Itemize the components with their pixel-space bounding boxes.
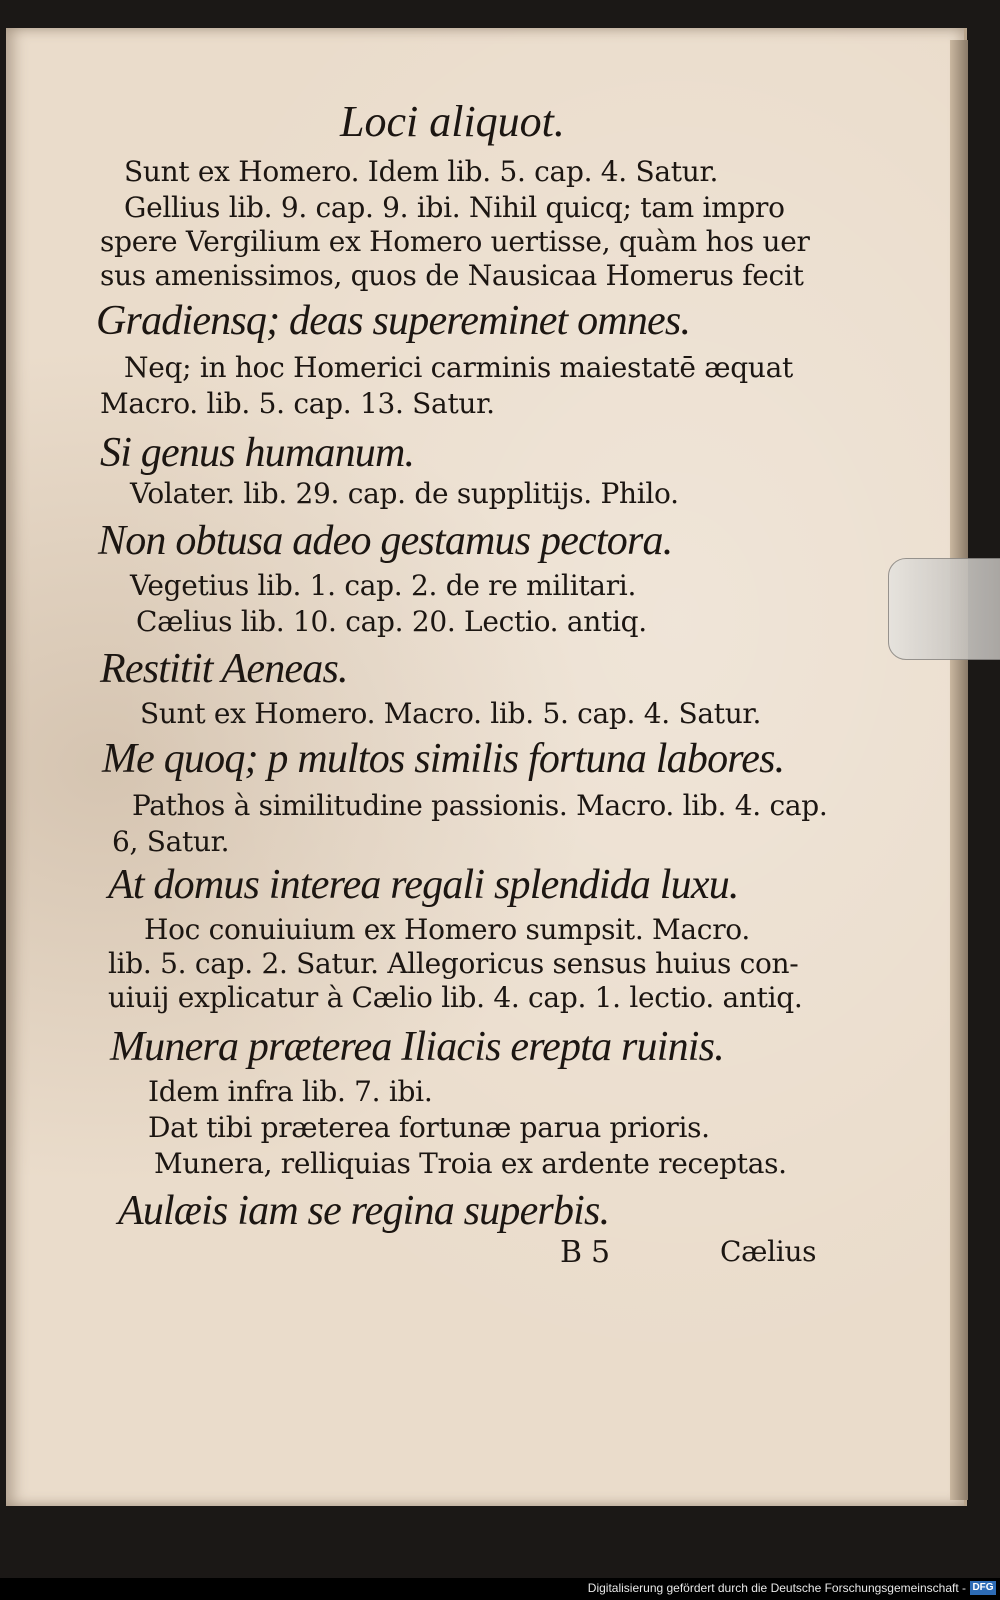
verse-line: Me quoq; p multos similis fortuna labores. <box>102 736 785 782</box>
verse-line: Restitit Aeneas. <box>100 646 348 692</box>
text-line: Munera, relliquias Troia ex ardente receptas. <box>154 1147 787 1180</box>
verse-line: Non obtusa adeo gestamus pectora. <box>98 518 673 564</box>
text-line: sus amenissimos, quos de Nausicaa Homerus fecit <box>100 259 804 292</box>
text-line: Sunt ex Homero. Macro. lib. 5. cap. 4. Satur. <box>140 697 762 730</box>
text-line: uiuij explicatur à Cælio lib. 4. cap. 1. lectio. antiq. <box>108 981 803 1014</box>
text-line: Pathos à similitudine passionis. Macro. lib. 4. cap. <box>132 789 828 822</box>
text-line: lib. 5. cap. 2. Satur. Allegoricus sensus huius con- <box>108 947 799 980</box>
page-tab-marker <box>888 558 1000 660</box>
text-line: Gellius lib. 9. cap. 9. ibi. Nihil quicq; tam impro <box>124 191 785 224</box>
text-line: Cælius lib. 10. cap. 20. Lectio. antiq. <box>136 605 647 638</box>
catchword: Cælius <box>720 1235 817 1268</box>
text-line: Hoc conuiuium ex Homero sumpsit. Macro. <box>144 913 750 946</box>
text-line: Idem infra lib. 7. ibi. <box>148 1075 433 1108</box>
text-line: Sunt ex Homero. Idem lib. 5. cap. 4. Satur. <box>124 155 719 188</box>
verse-line: Aulæis iam se regina superbis. <box>118 1188 610 1234</box>
text-line: 6, Satur. <box>112 825 230 858</box>
verse-line: At domus interea regali splendida luxu. <box>108 862 739 908</box>
text-line: Macro. lib. 5. cap. 13. Satur. <box>100 387 495 420</box>
text-line: Vegetius lib. 1. cap. 2. de re militari. <box>130 569 637 602</box>
signature-mark: B 5 <box>560 1235 610 1270</box>
verse-line: Si genus humanum. <box>100 430 415 476</box>
text-line: Dat tibi præterea fortunæ parua prioris. <box>148 1111 710 1144</box>
running-head: Loci aliquot. <box>340 97 565 146</box>
text-line: Volater. lib. 29. cap. de supplitijs. Philo. <box>130 477 679 510</box>
verse-line: Munera præterea Iliacis erepta ruinis. <box>110 1024 724 1070</box>
footer-credit: Digitalisierung gefördert durch die Deutsche Forschungsgemeinschaft - <box>587 1581 966 1595</box>
page-edge <box>950 40 968 1500</box>
verse-line: Gradiensq; deas supereminet omnes. <box>96 298 691 344</box>
text-line: Neq; in hoc Homerici carminis maiestatē æquat <box>124 351 794 384</box>
text-line: spere Vergilium ex Homero uertisse, quàm hos uer <box>100 225 810 258</box>
dfg-logo: DFG <box>970 1581 996 1595</box>
